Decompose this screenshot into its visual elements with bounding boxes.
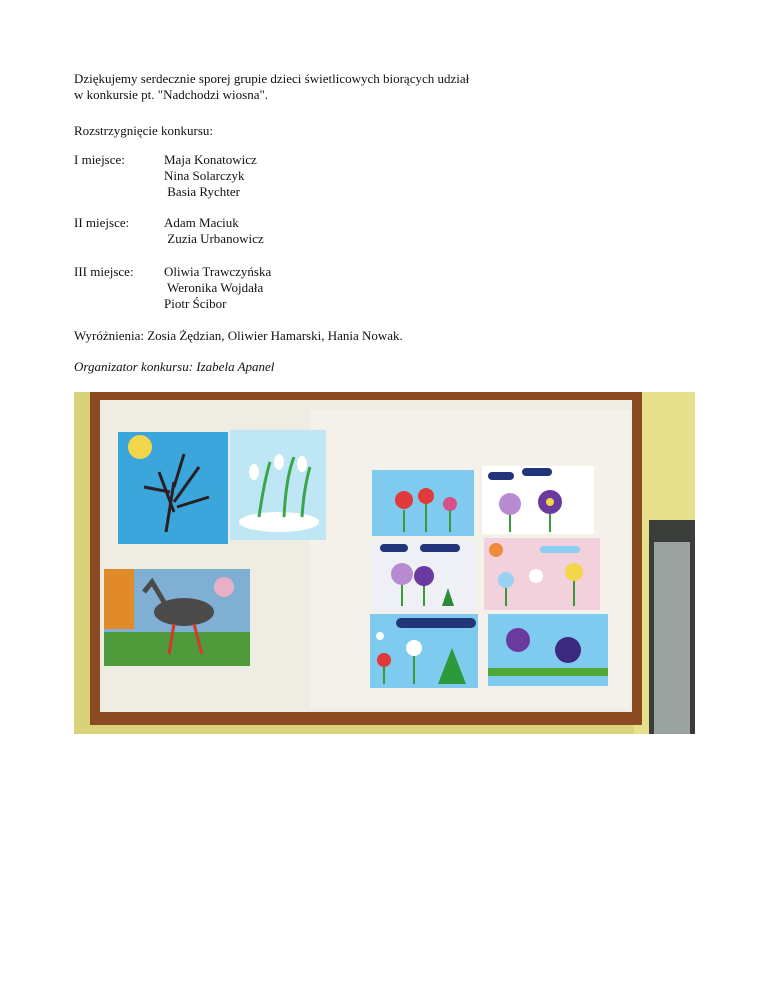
intro-paragraph xyxy=(74,71,469,103)
drawing-stork xyxy=(104,569,250,666)
second-place-label: II miejsce: xyxy=(74,215,130,230)
intro-line-1: Dziękujemy serdecznie sporej grupie dzieci świetlicowych biorących udział xyxy=(74,71,470,86)
winner-name: Basia Rychter xyxy=(164,184,241,199)
winner-name: Piotr Ścibor xyxy=(164,296,227,311)
results-heading: Rozstrzygnięcie konkursu: xyxy=(74,123,213,138)
drawing-flowers-3 xyxy=(372,540,476,612)
winner-name: Oliwia Trawczyńska xyxy=(164,264,272,279)
honorable-mentions: Wyróżnienia: Zosia Żędzian, Oliwier Hamarski, Hania Nowak. xyxy=(74,328,403,343)
winner-name: Maja Konatowicz xyxy=(164,152,257,167)
third-place-names xyxy=(164,264,271,312)
drawing-flowers-2 xyxy=(482,466,594,534)
winner-name: Zuzia Urbanowicz xyxy=(164,231,264,246)
drawing-flowers-1 xyxy=(372,470,474,536)
drawing-flowers-4 xyxy=(484,538,600,610)
drawing-bare-tree xyxy=(118,432,228,544)
winner-name: Weronika Wojdała xyxy=(164,280,264,295)
winner-name: Adam Maciuk xyxy=(164,215,239,230)
third-place-label: III miejsce: xyxy=(74,264,134,279)
intro-line-2: w konkursie pt. "Nadchodzi wiosna". xyxy=(74,87,269,102)
drawing-snowdrops xyxy=(230,430,326,540)
organizer-line: Organizator konkursu: Izabela Apanel xyxy=(74,359,275,374)
drawing-flowers-6 xyxy=(488,614,608,686)
winner-name: Nina Solarczyk xyxy=(164,168,245,183)
drawing-flowers-5 xyxy=(370,614,478,688)
first-place-label: I miejsce: xyxy=(74,152,125,167)
door-glass xyxy=(654,542,690,734)
exhibition-photo xyxy=(74,392,695,734)
exhibition-photo-drawing xyxy=(74,392,695,734)
first-place-names xyxy=(164,152,257,200)
second-place-names xyxy=(164,215,264,247)
